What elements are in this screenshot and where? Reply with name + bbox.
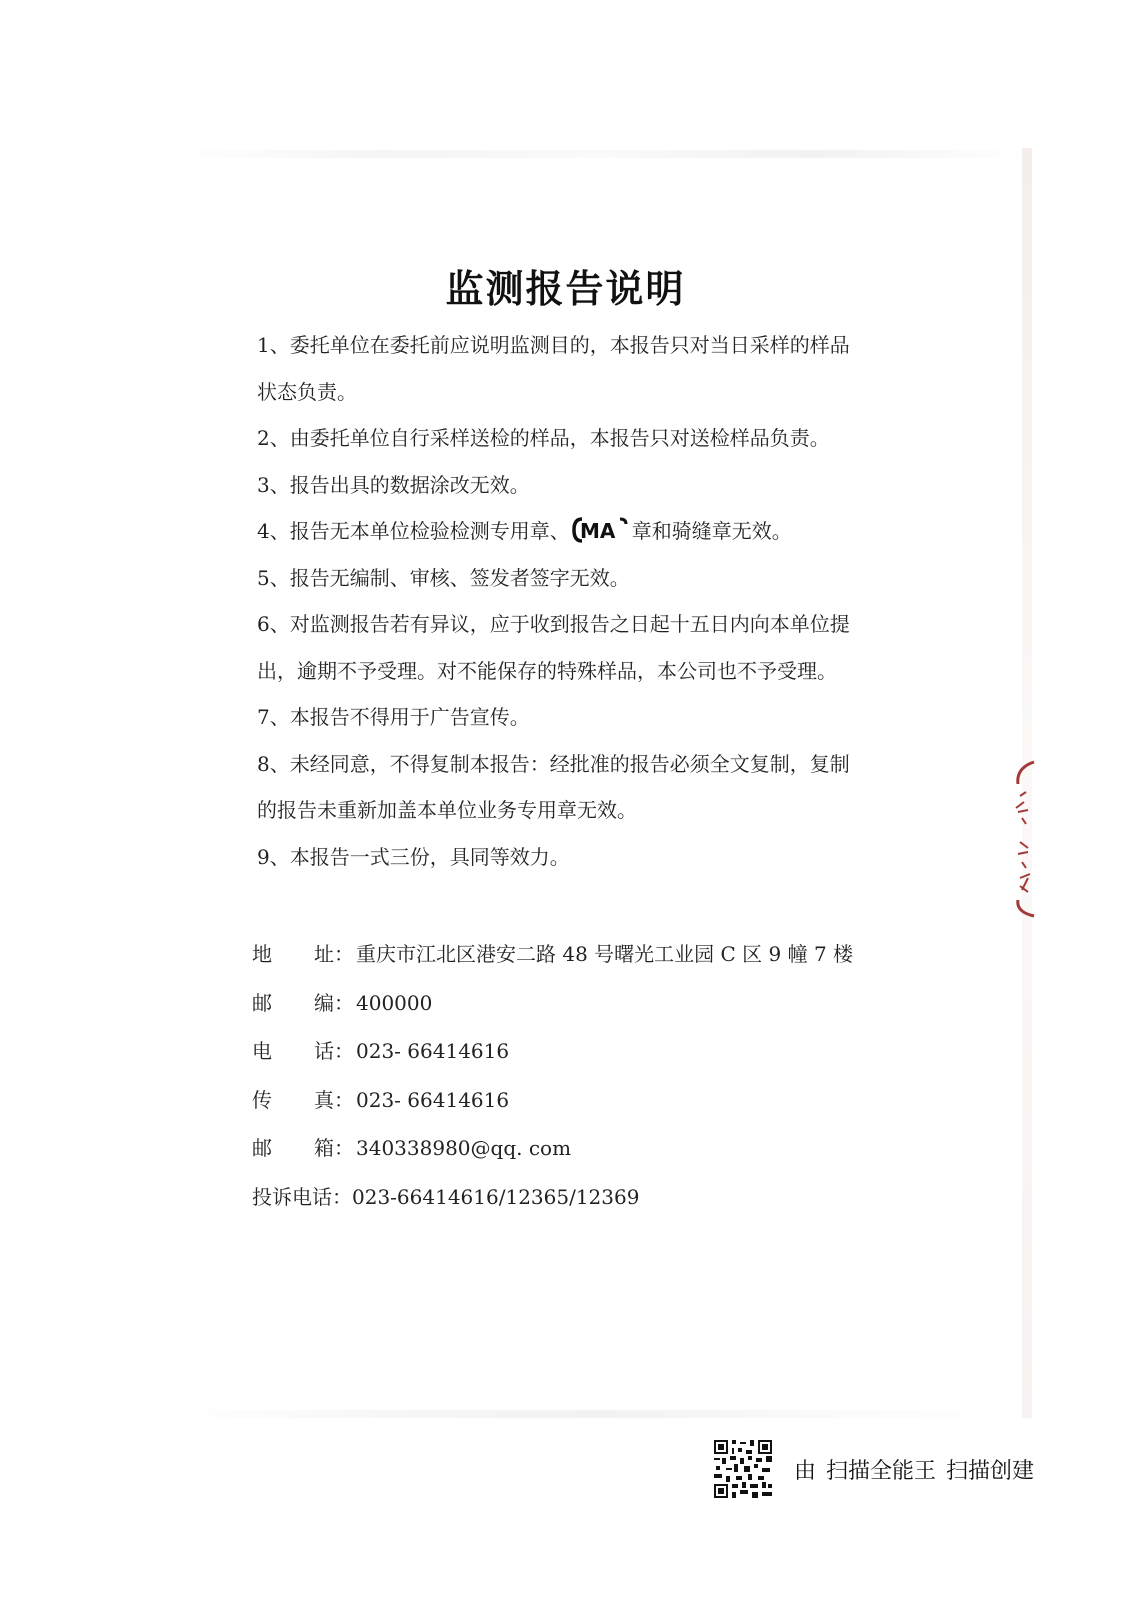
note-8-line-1: 8、未经同意，不得复制本报告：经批准的报告必须全文复制，复制 (257, 751, 850, 776)
email-label-char-1: 邮 (252, 1136, 272, 1161)
postcode-value: 400000 (356, 990, 433, 1015)
note-8-line-2: 的报告未重新加盖本单位业务专用章无效。 (257, 798, 637, 822)
complaint-value: 023-66414616/12365/12369 (352, 1184, 640, 1209)
note-1-line-2: 状态负责。 (257, 379, 357, 404)
address-label-char-1: 地 (252, 942, 272, 966)
note-1-line-1: 1、委托单位在委托前应说明监测目的，本报告只对当日采样的样品 (257, 333, 850, 357)
note-6-line-2: 出，逾期不予受理。对不能保存的特殊样品，本公司也不予受理。 (257, 658, 837, 683)
contact-phone (252, 1027, 892, 1076)
contact-complaint (252, 1173, 892, 1222)
contact-address (252, 930, 892, 979)
note-2: 2、由委托单位自行采样送检的样品，本报告只对送检样品负责。 (257, 426, 830, 450)
phone-label-char-2: 话： (314, 1039, 354, 1064)
address-label-char-2: 址： (314, 942, 354, 966)
contact-info (252, 930, 892, 1222)
note-6-line-1: 6、对监测报告若有异议，应于收到报告之日起十五日内向本单位提 (257, 612, 850, 636)
note-4-part-2: 章和骑缝章无效。 (631, 519, 792, 543)
scan-edge-bottom (168, 1410, 1030, 1418)
watermark-action: 扫描创建 (946, 1458, 1035, 1484)
address-value: 重庆市江北区港安二路 48 号曙光工业园 C 区 9 幢 7 楼 (356, 942, 854, 966)
notes-list (257, 322, 887, 880)
cma-mark-text: MA (579, 519, 616, 543)
email-label-char-2: 箱： (314, 1136, 354, 1161)
phone-label-char-1: 电 (252, 1039, 272, 1064)
note-9: 9、本报告一式三份，具同等效力。 (257, 844, 570, 869)
cma-mark-icon (572, 514, 628, 561)
scanner-watermark (714, 1440, 1044, 1498)
watermark-text (794, 1454, 1044, 1485)
scan-edge-top (168, 150, 1030, 158)
contact-email (252, 1124, 892, 1173)
postcode-label-char-2: 编： (314, 990, 354, 1015)
watermark-app: 扫描全能王 (826, 1458, 937, 1484)
watermark-by: 由 (794, 1458, 817, 1484)
note-4-part-1: 4、报告无本单位检验检测专用章、 (257, 519, 570, 543)
email-value: 340338980@qq. com (356, 1136, 572, 1161)
postcode-label-char-1: 邮 (252, 990, 272, 1015)
note-7: 7、本报告不得用于广告宣传。 (257, 705, 530, 729)
fax-label-char-2: 真： (314, 1087, 354, 1112)
page-title: 监测报告说明 (445, 267, 686, 311)
seal-fragment-icon (1008, 758, 1036, 920)
note-3: 3、报告出具的数据涂改无效。 (257, 472, 530, 497)
phone-value: 023- 66414616 (356, 1039, 510, 1064)
note-5: 5、报告无编制、审核、签发者签字无效。 (257, 565, 630, 590)
complaint-label: 投诉电话： (252, 1184, 352, 1209)
contact-postcode (252, 979, 892, 1028)
note-4 (257, 508, 887, 555)
qr-code-icon (714, 1440, 772, 1498)
contact-fax (252, 1076, 892, 1125)
fax-value: 023- 66414616 (356, 1087, 510, 1112)
fax-label-char-1: 传 (252, 1087, 272, 1112)
